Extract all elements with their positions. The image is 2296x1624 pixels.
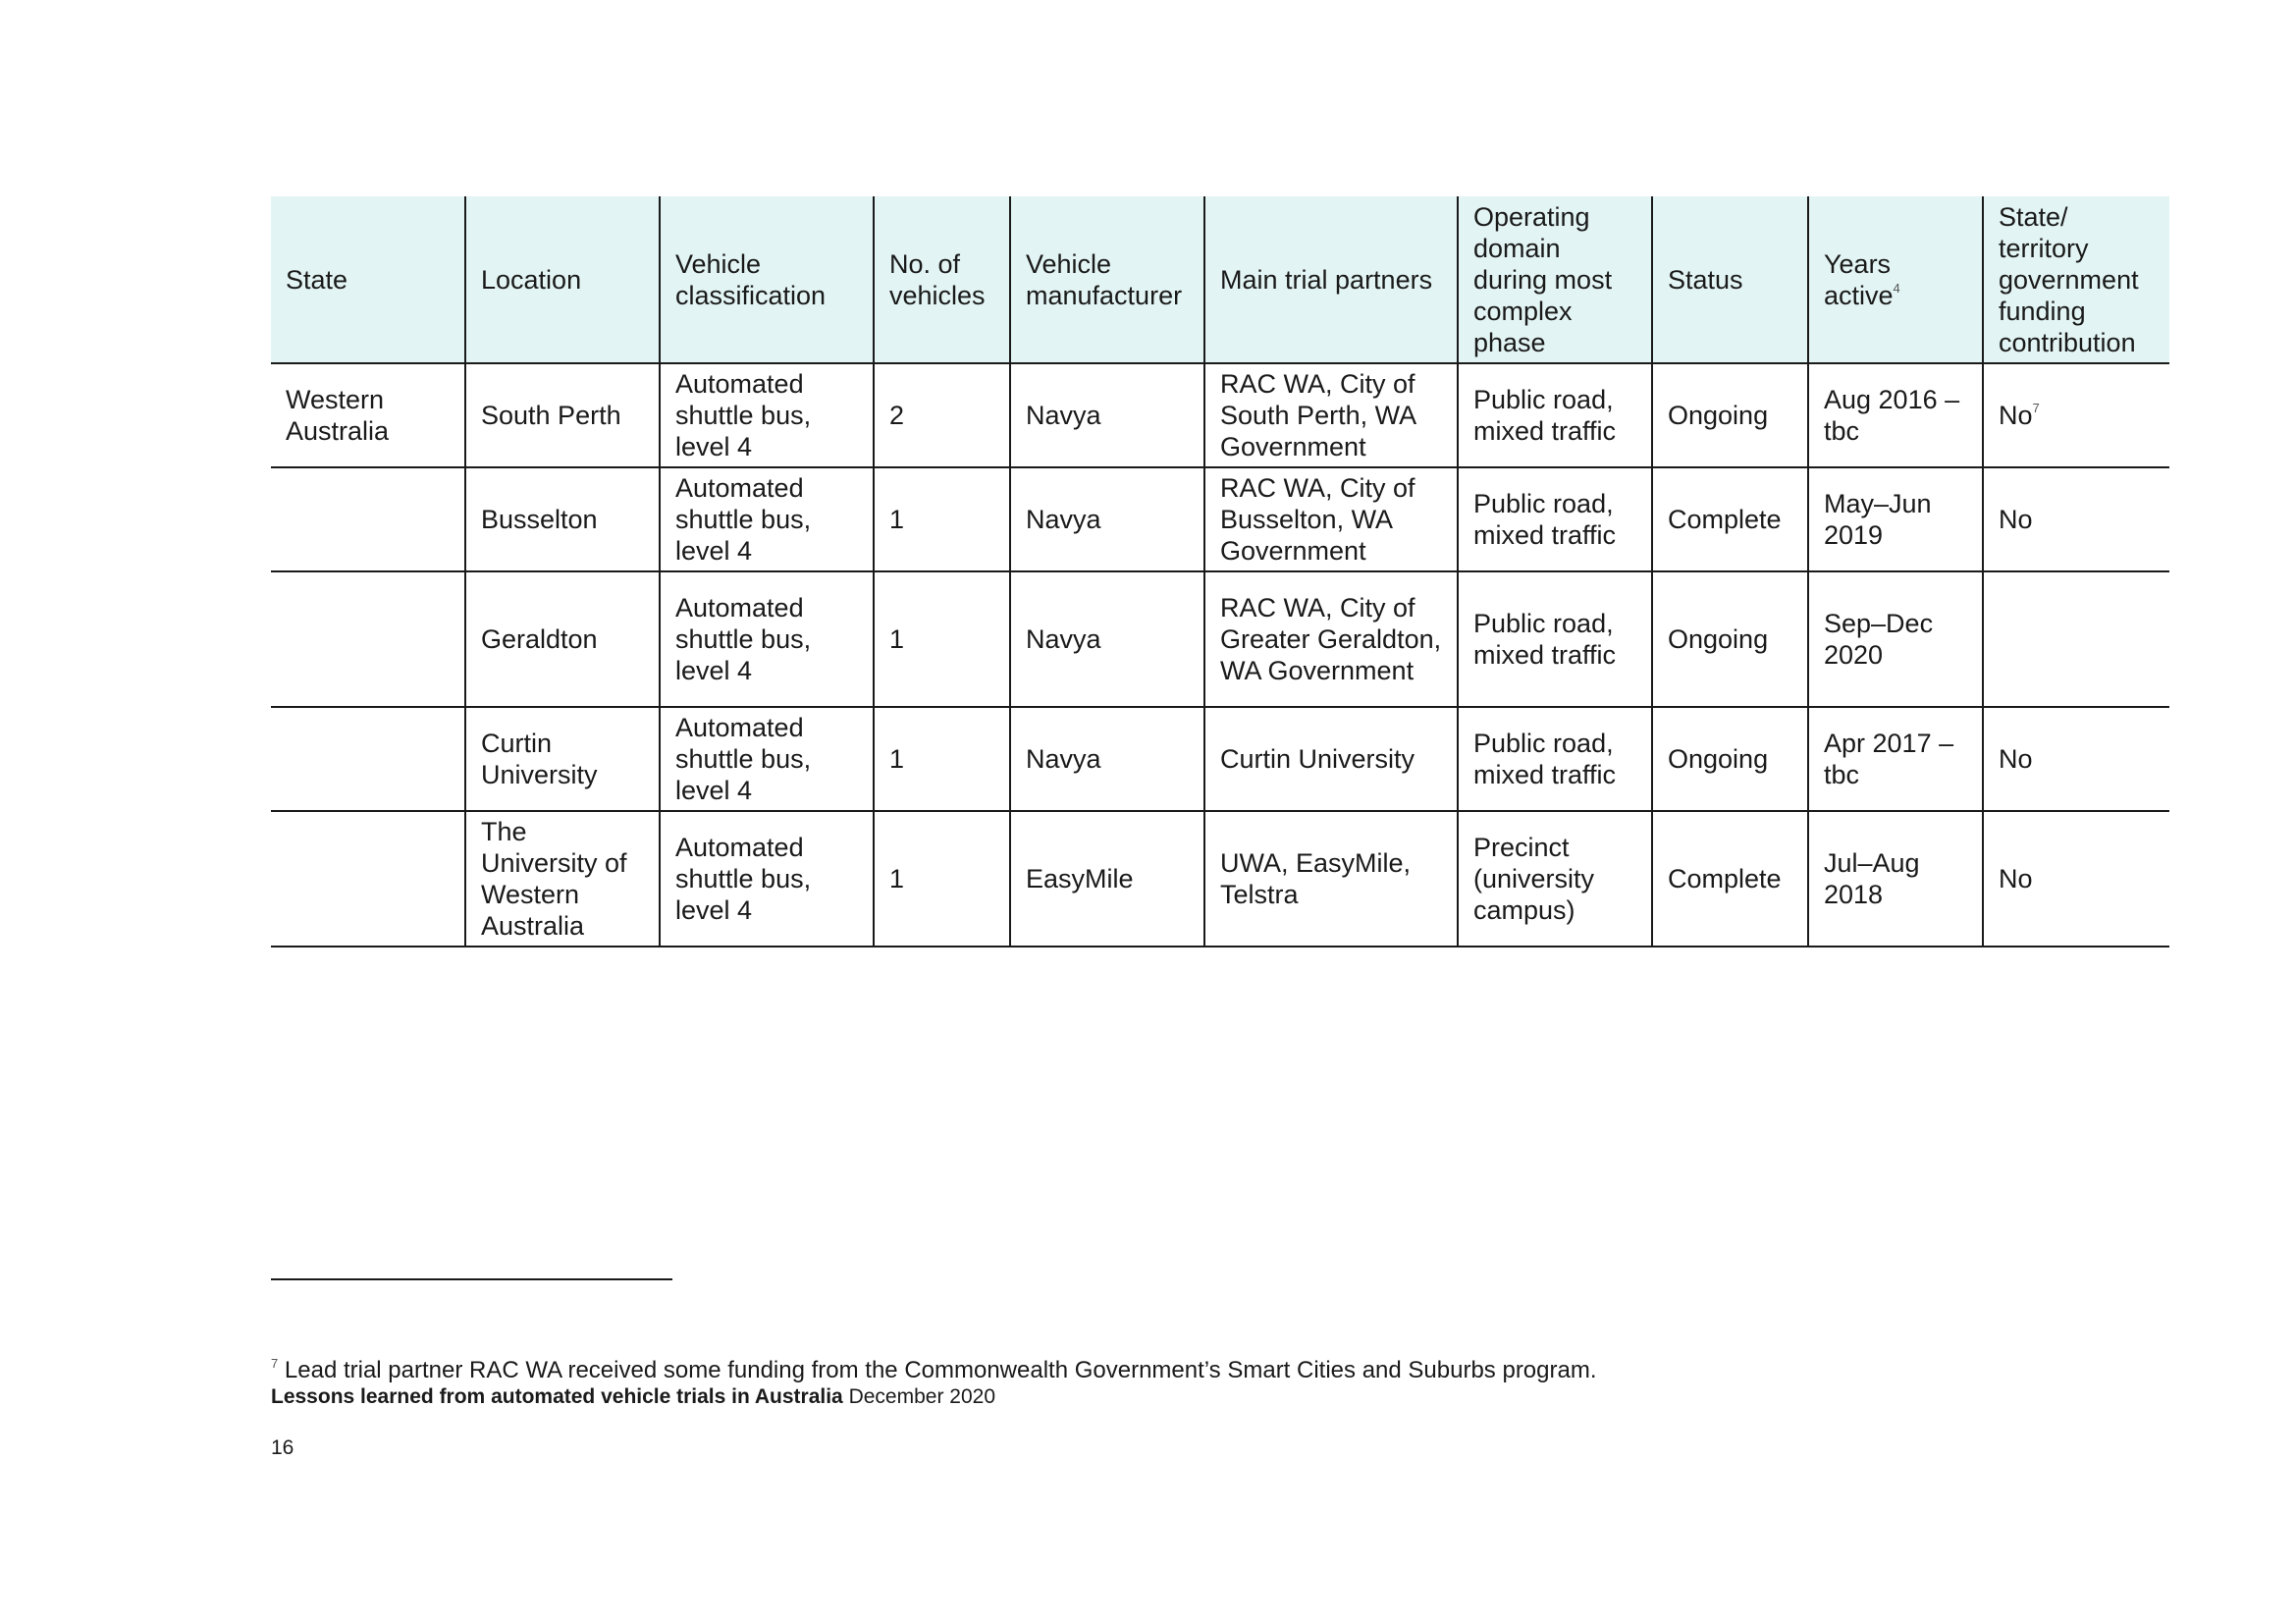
- cell-status: Complete: [1652, 811, 1808, 947]
- cell-domain: Precinct (university campus): [1458, 811, 1652, 947]
- trials-table: [271, 196, 2169, 947]
- document-footer: [271, 1384, 995, 1410]
- cell-status: Ongoing: [1652, 707, 1808, 811]
- cell-vehicles: 1: [874, 467, 1010, 571]
- header-status: Status: [1652, 196, 1808, 363]
- cell-manufacturer: Navya: [1010, 571, 1204, 707]
- header-operating-domain: Operating domain during most complex phase: [1458, 196, 1652, 363]
- cell-years: May–Jun 2019: [1808, 467, 1983, 571]
- cell-state: [271, 467, 465, 571]
- cell-vehicles: 1: [874, 571, 1010, 707]
- document-title: Lessons learned from automated vehicle trials in Australia: [271, 1385, 843, 1408]
- cell-location: South Perth: [465, 363, 660, 467]
- cell-years: Aug 2016 – tbc: [1808, 363, 1983, 467]
- footnote-separator: [271, 1278, 672, 1280]
- header-location: Location: [465, 196, 660, 363]
- cell-partners: RAC WA, City of South Perth, WA Government: [1204, 363, 1458, 467]
- cell-manufacturer: Navya: [1010, 707, 1204, 811]
- cell-partners: RAC WA, City of Greater Geraldton, WA Government: [1204, 571, 1458, 707]
- header-years-active: [1808, 196, 1983, 363]
- cell-state: [271, 707, 465, 811]
- cell-funding-value: No: [1999, 401, 2033, 430]
- cell-classification: Automated shuttle bus, level 4: [660, 363, 874, 467]
- cell-years: Sep–Dec 2020: [1808, 571, 1983, 707]
- table-row: [271, 363, 2169, 467]
- cell-state: [271, 811, 465, 947]
- cell-classification: Automated shuttle bus, level 4: [660, 707, 874, 811]
- header-funding-contribution: State/ territory government funding contribution: [1983, 196, 2169, 363]
- cell-location: The University of Western Australia: [465, 811, 660, 947]
- footnote-number: 7: [271, 1356, 279, 1371]
- cell-status: Complete: [1652, 467, 1808, 571]
- cell-status: Ongoing: [1652, 571, 1808, 707]
- cell-vehicles: 2: [874, 363, 1010, 467]
- cell-domain: Public road, mixed traffic: [1458, 467, 1652, 571]
- footnote-ref: 7: [2032, 401, 2040, 415]
- cell-status: Ongoing: [1652, 363, 1808, 467]
- cell-partners: UWA, EasyMile, Telstra: [1204, 811, 1458, 947]
- header-number-of-vehicles: No. of vehicles: [874, 196, 1010, 363]
- table-row: [271, 707, 2169, 811]
- header-years-label: Years active: [1824, 248, 1894, 310]
- cell-classification: Automated shuttle bus, level 4: [660, 467, 874, 571]
- header-state: State: [271, 196, 465, 363]
- cell-state: [271, 571, 465, 707]
- cell-funding: [1983, 363, 2169, 467]
- header-main-trial-partners: Main trial partners: [1204, 196, 1458, 363]
- table-row: [271, 571, 2169, 707]
- cell-state: Western Australia: [271, 363, 465, 467]
- table-header-row: [271, 196, 2169, 363]
- document-date: December 2020: [842, 1385, 996, 1408]
- cell-years: Jul–Aug 2018: [1808, 811, 1983, 947]
- footnote: [271, 1357, 1597, 1384]
- cell-partners: RAC WA, City of Busselton, WA Government: [1204, 467, 1458, 571]
- header-vehicle-classification: Vehicle classification: [660, 196, 874, 363]
- cell-classification: Automated shuttle bus, level 4: [660, 811, 874, 947]
- cell-location: Curtin University: [465, 707, 660, 811]
- cell-vehicles: 1: [874, 811, 1010, 947]
- footnote-ref: 4: [1893, 280, 1900, 296]
- cell-manufacturer: EasyMile: [1010, 811, 1204, 947]
- cell-vehicles: 1: [874, 707, 1010, 811]
- cell-location: Busselton: [465, 467, 660, 571]
- cell-years: Apr 2017 – tbc: [1808, 707, 1983, 811]
- cell-partners: Curtin University: [1204, 707, 1458, 811]
- cell-classification: Automated shuttle bus, level 4: [660, 571, 874, 707]
- cell-domain: Public road, mixed traffic: [1458, 571, 1652, 707]
- cell-funding: No: [1983, 467, 2169, 571]
- cell-funding: [1983, 571, 2169, 707]
- header-vehicle-manufacturer: Vehicle manufacturer: [1010, 196, 1204, 363]
- table-row: [271, 811, 2169, 947]
- footnote-text: Lead trial partner RAC WA received some funding from the Commonwealth Government’s Smart Cities and Suburbs program.: [284, 1357, 1597, 1383]
- cell-manufacturer: Navya: [1010, 363, 1204, 467]
- cell-manufacturer: Navya: [1010, 467, 1204, 571]
- page-number: 16: [271, 1436, 294, 1459]
- cell-location: Geraldton: [465, 571, 660, 707]
- cell-domain: Public road, mixed traffic: [1458, 707, 1652, 811]
- table-row: [271, 467, 2169, 571]
- cell-funding: No: [1983, 707, 2169, 811]
- cell-funding: No: [1983, 811, 2169, 947]
- cell-domain: Public road, mixed traffic: [1458, 363, 1652, 467]
